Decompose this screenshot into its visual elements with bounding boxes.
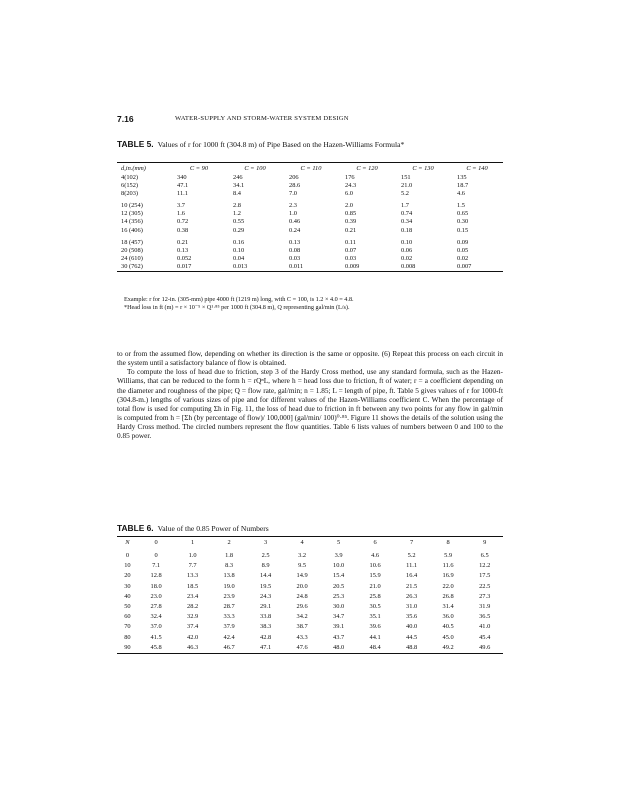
table-cell: 31.9 <box>479 603 491 611</box>
table6 <box>117 536 503 654</box>
table-cell: 24 (610) <box>121 254 143 262</box>
table-cell: 21.5 <box>406 582 418 590</box>
table-cell: 36.5 <box>479 613 491 621</box>
table-cell: 60 <box>124 613 131 621</box>
table-cell: 0.18 <box>401 226 413 234</box>
table6-caption-text: Value of the 0.85 Power of Numbers <box>157 524 269 533</box>
table6-column-header: N <box>125 539 130 546</box>
table-cell: 0.011 <box>289 262 304 270</box>
table5-caption-text: Values of r for 1000 ft (304.8 m) of Pipe Based on the Hazen-Williams Formula* <box>157 140 405 149</box>
table6-bottom-rule <box>117 653 503 654</box>
table-cell: 47.1 <box>177 182 189 190</box>
table-cell: 45.0 <box>442 633 454 641</box>
table-cell: 70 <box>124 623 131 631</box>
table-cell: 29.1 <box>260 603 272 611</box>
table-cell: 0.34 <box>401 218 413 226</box>
table-cell: 22.5 <box>479 582 491 590</box>
table-cell: 33.8 <box>260 613 272 621</box>
table-cell: 0.03 <box>345 254 357 262</box>
table-cell: 1.8 <box>225 552 234 559</box>
table-cell: 23.0 <box>150 592 162 600</box>
table-cell: 28.7 <box>223 603 235 611</box>
table-cell: 5.2 <box>401 190 409 198</box>
table-cell: 9.5 <box>298 562 307 570</box>
table-cell: 10 <box>124 562 131 570</box>
table-cell: 25.3 <box>333 592 345 600</box>
table-cell: 0.009 <box>345 262 360 270</box>
table-row <box>117 633 503 643</box>
table-cell: 0.74 <box>401 210 413 218</box>
table-cell: 40.5 <box>442 623 454 631</box>
table-cell: 0.02 <box>457 254 469 262</box>
table-cell: 50 <box>124 603 131 611</box>
table-row <box>117 571 503 581</box>
table-cell: 15.4 <box>333 572 345 580</box>
page-number: 7.16 <box>117 114 134 124</box>
table-row <box>117 182 503 190</box>
table-cell: 26.3 <box>406 592 418 600</box>
table-cell: 206 <box>289 174 299 181</box>
table-cell: 14.9 <box>296 572 308 580</box>
table-row <box>117 612 503 622</box>
table-cell: 35.6 <box>406 613 418 621</box>
table-cell: 6(152) <box>121 182 139 190</box>
table-cell: 0.04 <box>233 254 245 262</box>
table-cell: 0.02 <box>401 254 413 262</box>
table-cell: 49.6 <box>479 643 491 651</box>
table-row <box>117 235 503 247</box>
table-cell: 0.03 <box>289 254 301 262</box>
table-cell: 42.8 <box>260 633 272 641</box>
table-cell: 1.6 <box>177 210 185 218</box>
table-cell: 1.0 <box>289 210 297 218</box>
table-cell: 0.15 <box>457 226 469 234</box>
table-cell: 0.29 <box>233 226 245 234</box>
table6-column-header: 7 <box>409 539 414 546</box>
table5-column-header: d,in.(mm) <box>121 165 146 172</box>
table-cell: 24.8 <box>296 592 308 600</box>
table-cell: 10 (254) <box>121 202 143 210</box>
table-cell: 23.9 <box>223 592 235 600</box>
table-cell: 49.2 <box>442 643 454 651</box>
table6-label: TABLE 6. <box>117 523 154 533</box>
table-row <box>117 218 503 226</box>
table-cell: 7.7 <box>188 562 197 570</box>
table-cell: 47.6 <box>296 643 308 651</box>
table-cell: 32.9 <box>187 613 199 621</box>
table-cell: 3.9 <box>334 552 343 559</box>
table-cell: 4.6 <box>371 552 380 559</box>
table-cell: 46.3 <box>187 643 199 651</box>
table-cell: 25.8 <box>369 592 381 600</box>
table-cell: 11.6 <box>442 562 454 570</box>
table-cell: 34.2 <box>296 613 308 621</box>
table-cell: 0.07 <box>345 246 357 254</box>
table-cell: 14 (356) <box>121 218 143 226</box>
table-row <box>117 210 503 218</box>
table6-column-header: 2 <box>227 539 231 546</box>
table-cell: 0.09 <box>457 238 469 246</box>
table-cell: 24.3 <box>345 182 357 190</box>
table-cell: 12.2 <box>479 562 491 570</box>
table-cell: 8.3 <box>225 562 234 570</box>
table6-column-header: 4 <box>300 539 304 546</box>
table6-header-row <box>117 537 503 548</box>
table-cell: 1.5 <box>457 202 465 210</box>
table-cell: 8(203) <box>121 190 139 198</box>
table-row <box>117 602 503 612</box>
table-cell: 44.1 <box>369 633 381 641</box>
table5-column-header: C = 110 <box>300 165 322 172</box>
table-cell: 2.0 <box>345 202 353 210</box>
table-cell: 30.5 <box>369 603 381 611</box>
table-cell: 7.0 <box>289 190 297 198</box>
table-cell: 18.0 <box>150 582 162 590</box>
table-cell: 18 (457) <box>121 238 143 246</box>
table-cell: 38.7 <box>296 623 308 631</box>
table-cell: 12.8 <box>150 572 162 580</box>
table-cell: 135 <box>457 174 467 181</box>
table-cell: 0.21 <box>345 226 357 234</box>
table-cell: 45.4 <box>479 633 491 641</box>
table-cell: 90 <box>124 643 131 651</box>
table5 <box>117 162 503 272</box>
table-cell: 24.3 <box>260 592 272 600</box>
table-cell: 151 <box>401 174 411 181</box>
body-paragraph-2: To compute the loss of head due to friction, step 3 of the Hardy Cross method, use any standard formula, such as the Hazen-Williams, that can be reduced to the form h = rQⁿL, where h = head loss due to friction, ft of water; r = a coefficient depending on the diameter and roughness of the pipe; Q = flow rate, gal/min; n = 1.85; L = length of pipe, ft. Table 5 gives values of r for 1000-ft (304.8-m.) lengths of various sizes of pipe and for different values of the Hazen-Williams coefficient C. When the percentage of total flow is used for computing Σh in Fig. 11, the loss of head due to friction in ft between any two points for any flow in gal/min is computed from h = [Σh (by percentage of flow)/ 100,000] (gal/min/ 100)⁰·⁸⁵. Figure 11 shows the details of the solution using the Hardy Cross method. The circled numbers represent the flow quantities. Table 6 lists values of numbers between 0 and 100 to the 0.85 power. <box>117 367 503 441</box>
table6-column-header: 5 <box>336 539 341 546</box>
table-cell: 176 <box>345 174 355 181</box>
table-cell: 28.6 <box>289 182 301 190</box>
table-cell: 27.8 <box>150 603 162 611</box>
table-cell: 6.0 <box>345 190 353 198</box>
table-row <box>117 198 503 210</box>
table-cell: 8.9 <box>261 562 270 570</box>
table5-header-row <box>117 163 503 174</box>
table5-column-header: C = 140 <box>466 165 488 172</box>
table-cell: 14.4 <box>260 572 272 580</box>
table-cell: 0.10 <box>233 246 245 254</box>
table-cell: 0.008 <box>401 262 416 270</box>
table-row <box>117 174 503 182</box>
table-cell: 15.9 <box>369 572 381 580</box>
table-row <box>117 582 503 592</box>
table-cell: 20 <box>124 572 131 580</box>
table-cell: 0.05 <box>457 246 469 254</box>
running-head-title: WATER-SUPPLY AND STORM-WATER SYSTEM DESIGN <box>175 115 349 122</box>
table-cell: 0.65 <box>457 210 469 218</box>
table-cell: 22.0 <box>442 582 454 590</box>
table-cell: 0.21 <box>177 238 189 246</box>
table6-column-header: 8 <box>446 539 450 546</box>
table-cell: 0.017 <box>177 262 192 270</box>
table-cell: 20 (508) <box>121 246 143 254</box>
table-cell: 29.6 <box>296 603 308 611</box>
table-cell: 20.5 <box>333 582 345 590</box>
table-cell: 39.1 <box>333 623 345 631</box>
table-cell: 27.3 <box>479 592 491 600</box>
table-row <box>117 548 503 561</box>
table-cell: 10.6 <box>369 562 381 570</box>
table-cell: 42.0 <box>187 633 199 641</box>
table-cell: 10.0 <box>333 562 345 570</box>
running-head <box>117 114 502 126</box>
table-cell: 0.11 <box>345 238 356 246</box>
table-cell: 2.8 <box>233 202 241 210</box>
table-cell: 38.3 <box>260 623 272 631</box>
table5-column-header: C = 120 <box>356 165 378 172</box>
table-cell: 1.0 <box>188 552 197 559</box>
table-cell: 3.2 <box>298 552 307 559</box>
table-cell: 16 (406) <box>121 226 143 234</box>
table-cell: 21.0 <box>369 582 381 590</box>
table-cell: 13.8 <box>223 572 235 580</box>
table-cell: 0.16 <box>233 238 245 246</box>
table-cell: 3.7 <box>177 202 185 210</box>
table-cell: 48.4 <box>369 643 381 651</box>
table-row <box>117 227 503 235</box>
table-cell: 0.013 <box>233 262 248 270</box>
table6-column-header: 3 <box>263 539 268 546</box>
table-cell: 80 <box>124 633 131 641</box>
table-cell: 30 <box>124 582 131 590</box>
table5-column-header: C = 90 <box>189 165 209 172</box>
table5-column-header: C = 100 <box>244 165 266 172</box>
body-text <box>117 349 503 441</box>
table-cell: 46.7 <box>223 643 235 651</box>
table-cell: 11.1 <box>177 190 188 198</box>
table-cell: 19.0 <box>223 582 235 590</box>
table-cell: 39.6 <box>369 623 381 631</box>
table-cell: 31.4 <box>442 603 454 611</box>
table-cell: 2.3 <box>289 202 297 210</box>
table-cell: 31.0 <box>406 603 418 611</box>
table-cell: 16.4 <box>406 572 418 580</box>
table-cell: 5.2 <box>407 552 416 559</box>
table-cell: 34.1 <box>233 182 245 190</box>
table-cell: 44.5 <box>406 633 418 641</box>
table-row <box>117 247 503 255</box>
table-cell: 40 <box>124 592 131 600</box>
table-cell: 30.0 <box>333 603 345 611</box>
table6-caption <box>117 524 507 534</box>
table-cell: 37.0 <box>150 623 162 631</box>
table-cell: 0.30 <box>457 218 469 226</box>
table-row <box>117 643 503 653</box>
table-cell: 0.007 <box>457 262 472 270</box>
table6-column-header: 6 <box>373 539 377 546</box>
table-cell: 0 <box>125 552 130 559</box>
table-cell: 8.4 <box>233 190 241 198</box>
table-cell: 43.7 <box>333 633 345 641</box>
table-row <box>117 255 503 263</box>
table-cell: 0.08 <box>289 246 301 254</box>
table-cell: 0.13 <box>289 238 301 246</box>
table-cell: 30 (762) <box>121 262 143 270</box>
table-cell: 4.6 <box>457 190 465 198</box>
table-cell: 32.4 <box>150 613 162 621</box>
table-cell: 13.3 <box>187 572 199 580</box>
table-cell: 40.0 <box>406 623 418 631</box>
table-cell: 0.39 <box>345 218 357 226</box>
table5-bottom-rule <box>117 271 503 272</box>
table-cell: 20.0 <box>296 582 308 590</box>
body-paragraph-1: to or from the assumed flow, depending on whether its direction is the same or opposite. (6) Repeat this process on each circuit in the system until a satisfactory balance of flow is obtained. <box>117 349 503 368</box>
table-cell: 35.1 <box>369 613 381 621</box>
table5-example-note: Example: r for 12-in. (305-mm) pipe 4000 ft (1219 m) long, with C = 100, is 1.2 × 4.0 = 4.8. <box>124 296 354 303</box>
table-row <box>117 622 503 632</box>
table-row <box>117 592 503 602</box>
table5-label: TABLE 5. <box>117 139 154 149</box>
table-cell: 45.8 <box>150 643 162 651</box>
table-cell: 47.1 <box>260 643 272 651</box>
table-cell: 21.0 <box>401 182 413 190</box>
table-cell: 0.13 <box>177 246 189 254</box>
table6-column-header: 1 <box>190 539 195 546</box>
table-cell: 12 (305) <box>121 210 143 218</box>
table-cell: 5.9 <box>444 552 453 559</box>
table-cell: 16.9 <box>442 572 454 580</box>
table-row <box>117 561 503 571</box>
table-cell: 18.7 <box>457 182 469 190</box>
table-cell: 0.85 <box>345 210 357 218</box>
table-cell: 37.9 <box>223 623 235 631</box>
table5-column-header: C = 130 <box>412 165 434 172</box>
table-cell: 0.24 <box>289 226 301 234</box>
table-cell: 1.7 <box>401 202 409 210</box>
table-cell: 0.052 <box>177 254 192 262</box>
table-cell: 48.8 <box>406 643 418 651</box>
table-cell: 0.06 <box>401 246 413 254</box>
table5-footnote: *Head loss in ft (m) = r × 10⁻⁵ × Q¹·⁸⁵ per 1000 ft (304.8 m), Q representing gal/min (L/s). <box>124 304 350 311</box>
table-cell: 0.38 <box>177 226 189 234</box>
table-cell: 6.5 <box>480 552 489 559</box>
table-cell: 4(102) <box>121 174 139 181</box>
table-cell: 0.10 <box>401 238 413 246</box>
table-cell: 1.2 <box>233 210 241 218</box>
table-cell: 7.1 <box>152 562 161 570</box>
table6-grid <box>117 537 503 653</box>
table6-column-header: 9 <box>483 539 487 546</box>
table-cell: 43.3 <box>296 633 308 641</box>
table-cell: 17.5 <box>479 572 491 580</box>
table-cell: 0.46 <box>289 218 301 226</box>
table-cell: 48.0 <box>333 643 345 651</box>
table-cell: 340 <box>177 174 187 181</box>
table-cell: 246 <box>233 174 243 181</box>
table6-column-header: 0 <box>154 539 158 546</box>
table-cell: 0.55 <box>233 218 245 226</box>
table-cell: 18.5 <box>187 582 199 590</box>
table5-caption <box>117 140 507 150</box>
table-cell: 41.0 <box>479 623 491 631</box>
table-cell: 28.2 <box>187 603 199 611</box>
table-cell: 33.3 <box>223 613 235 621</box>
table-cell: 0.72 <box>177 218 189 226</box>
table-cell: 36.0 <box>442 613 454 621</box>
table-cell: 11.1 <box>406 562 418 570</box>
table-cell: 19.5 <box>260 582 272 590</box>
table-cell: 37.4 <box>187 623 199 631</box>
table-cell: 23.4 <box>187 592 199 600</box>
table-cell: 34.7 <box>333 613 345 621</box>
table5-grid <box>117 163 503 271</box>
table-cell: 0 <box>154 552 158 559</box>
table-cell: 26.8 <box>442 592 454 600</box>
table-cell: 2.5 <box>261 552 270 559</box>
table-cell: 42.4 <box>223 633 235 641</box>
table-row <box>117 190 503 198</box>
table-cell: 41.5 <box>150 633 162 641</box>
table-row <box>117 263 503 271</box>
